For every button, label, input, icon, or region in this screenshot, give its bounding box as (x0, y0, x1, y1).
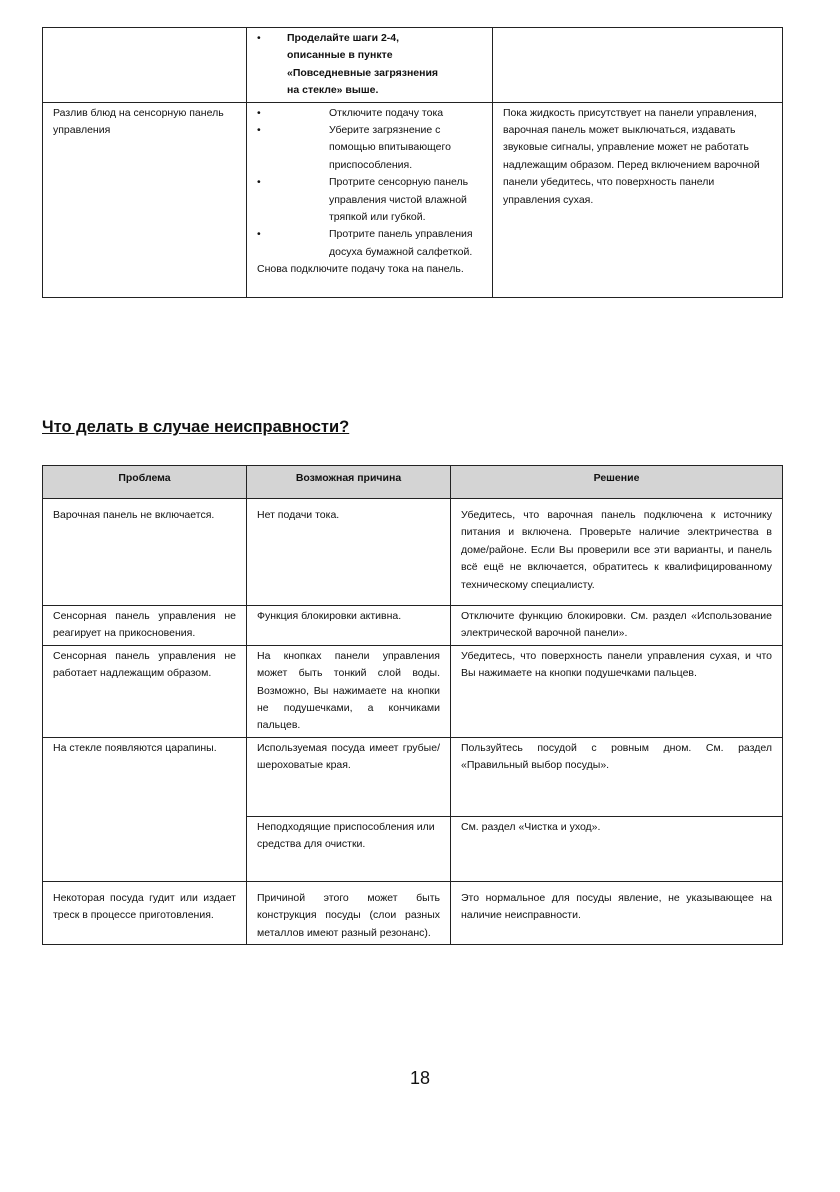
column-header-cause: Возможная причина (247, 466, 451, 499)
list-item (257, 174, 482, 226)
troubleshooting-table (42, 465, 783, 945)
table-cell (493, 28, 783, 103)
column-header-solution: Решение (451, 466, 783, 499)
table-header-row (43, 466, 783, 499)
list-item-text: Проделайте шаги 2-4, описанные в пункте «Повседневные загрязнения на стекле» выше. (287, 32, 439, 97)
table-row (43, 102, 783, 297)
table-cell: Убедитесь, что варочная панель подключена к источнику питания и включена. Проверьте наличие электричества в доме/районе. Если Вы проверили все эти варианты, и панель всё ещё не включается, обратитесь к квалифицированному техническому специалисту. (451, 499, 783, 606)
table-row (43, 881, 783, 944)
list-item-text: Отключите подачу тока (329, 106, 444, 119)
table-cell: Сенсорная панель управления не работает надлежащим образом. (43, 645, 247, 737)
table-cell (247, 28, 493, 103)
list-item-text: Протрите панель управления досуха бумажной салфеткой. (329, 228, 473, 258)
table-row (43, 606, 783, 646)
bullet-icon: • (257, 124, 261, 137)
table-row (43, 499, 783, 606)
care-table (42, 27, 783, 298)
table-cell: Неподходящие приспособления или средства для очистки. (247, 816, 451, 881)
table-cell: См. раздел «Чистка и уход». (451, 816, 783, 881)
table-cell: На кнопках панели управления может быть тонкий слой воды. Возможно, Вы нажимаете на кнопки не подушечками, а кончиками пальцев. (247, 645, 451, 737)
page-number: 18 (409, 1068, 431, 1088)
table-cell: Причиной этого может быть конструкция посуды (слои разных металлов имеют разный резонанс). (247, 881, 451, 944)
table-cell: Функция блокировки активна. (247, 606, 451, 646)
list-tail: Снова подключите подачу тока на панель. (257, 263, 464, 276)
table-cell (247, 102, 493, 297)
list-item (257, 122, 482, 174)
table-cell: Некоторая посуда гудит или издает треск в процессе приготовления. (43, 881, 247, 944)
table-cell: На стекле появляются царапины. (43, 737, 247, 881)
table-cell: Используемая посуда имеет грубые/шероховатые края. (247, 737, 451, 816)
list-item-text: Протрите сенсорную панель управления чистой влажной тряпкой или губкой. (329, 176, 469, 224)
bullet-list (257, 105, 482, 279)
column-header-problem: Проблема (43, 466, 247, 499)
section-heading: Что делать в случае неисправности? (42, 418, 350, 436)
list-item (257, 30, 482, 100)
table-cell: Пользуйтесь посудой с ровным дном. См. раздел «Правильный выбор посуды». (451, 737, 783, 816)
table-cell: Нет подачи тока. (247, 499, 451, 606)
table-row (43, 645, 783, 737)
list-item (257, 226, 482, 261)
bullet-icon: • (257, 228, 261, 241)
bullet-icon: • (257, 32, 261, 44)
bullet-icon: • (257, 106, 261, 119)
bullet-icon: • (257, 176, 261, 189)
list-item-text: Уберите загрязнение с помощью впитывающего приспособления. (329, 124, 451, 171)
table-cell: Это нормальное для посуды явление, не указывающее на наличие неисправности. (451, 881, 783, 944)
table-cell: Разлив блюд на сенсорную панель управления (43, 102, 247, 297)
table-cell: Пока жидкость присутствует на панели управления, варочная панель может выключаться, издавать звуковые сигналы, управление может не работать надлежащим образом. Перед включением варочной панели убедитесь, что поверхность панели управления сухая. (493, 102, 783, 297)
table-row (43, 28, 783, 103)
list-item (257, 105, 482, 122)
table-row (43, 737, 783, 816)
table-cell (43, 28, 247, 103)
table-cell: Отключите функцию блокировки. См. раздел «Использование электрической варочной панели». (451, 606, 783, 646)
table-cell: Сенсорная панель управления не реагирует на прикосновения. (43, 606, 247, 646)
table-cell: Варочная панель не включается. (43, 499, 247, 606)
table-cell: Убедитесь, что поверхность панели управления сухая, и что Вы нажимаете на кнопки подушечками пальцев. (451, 645, 783, 737)
